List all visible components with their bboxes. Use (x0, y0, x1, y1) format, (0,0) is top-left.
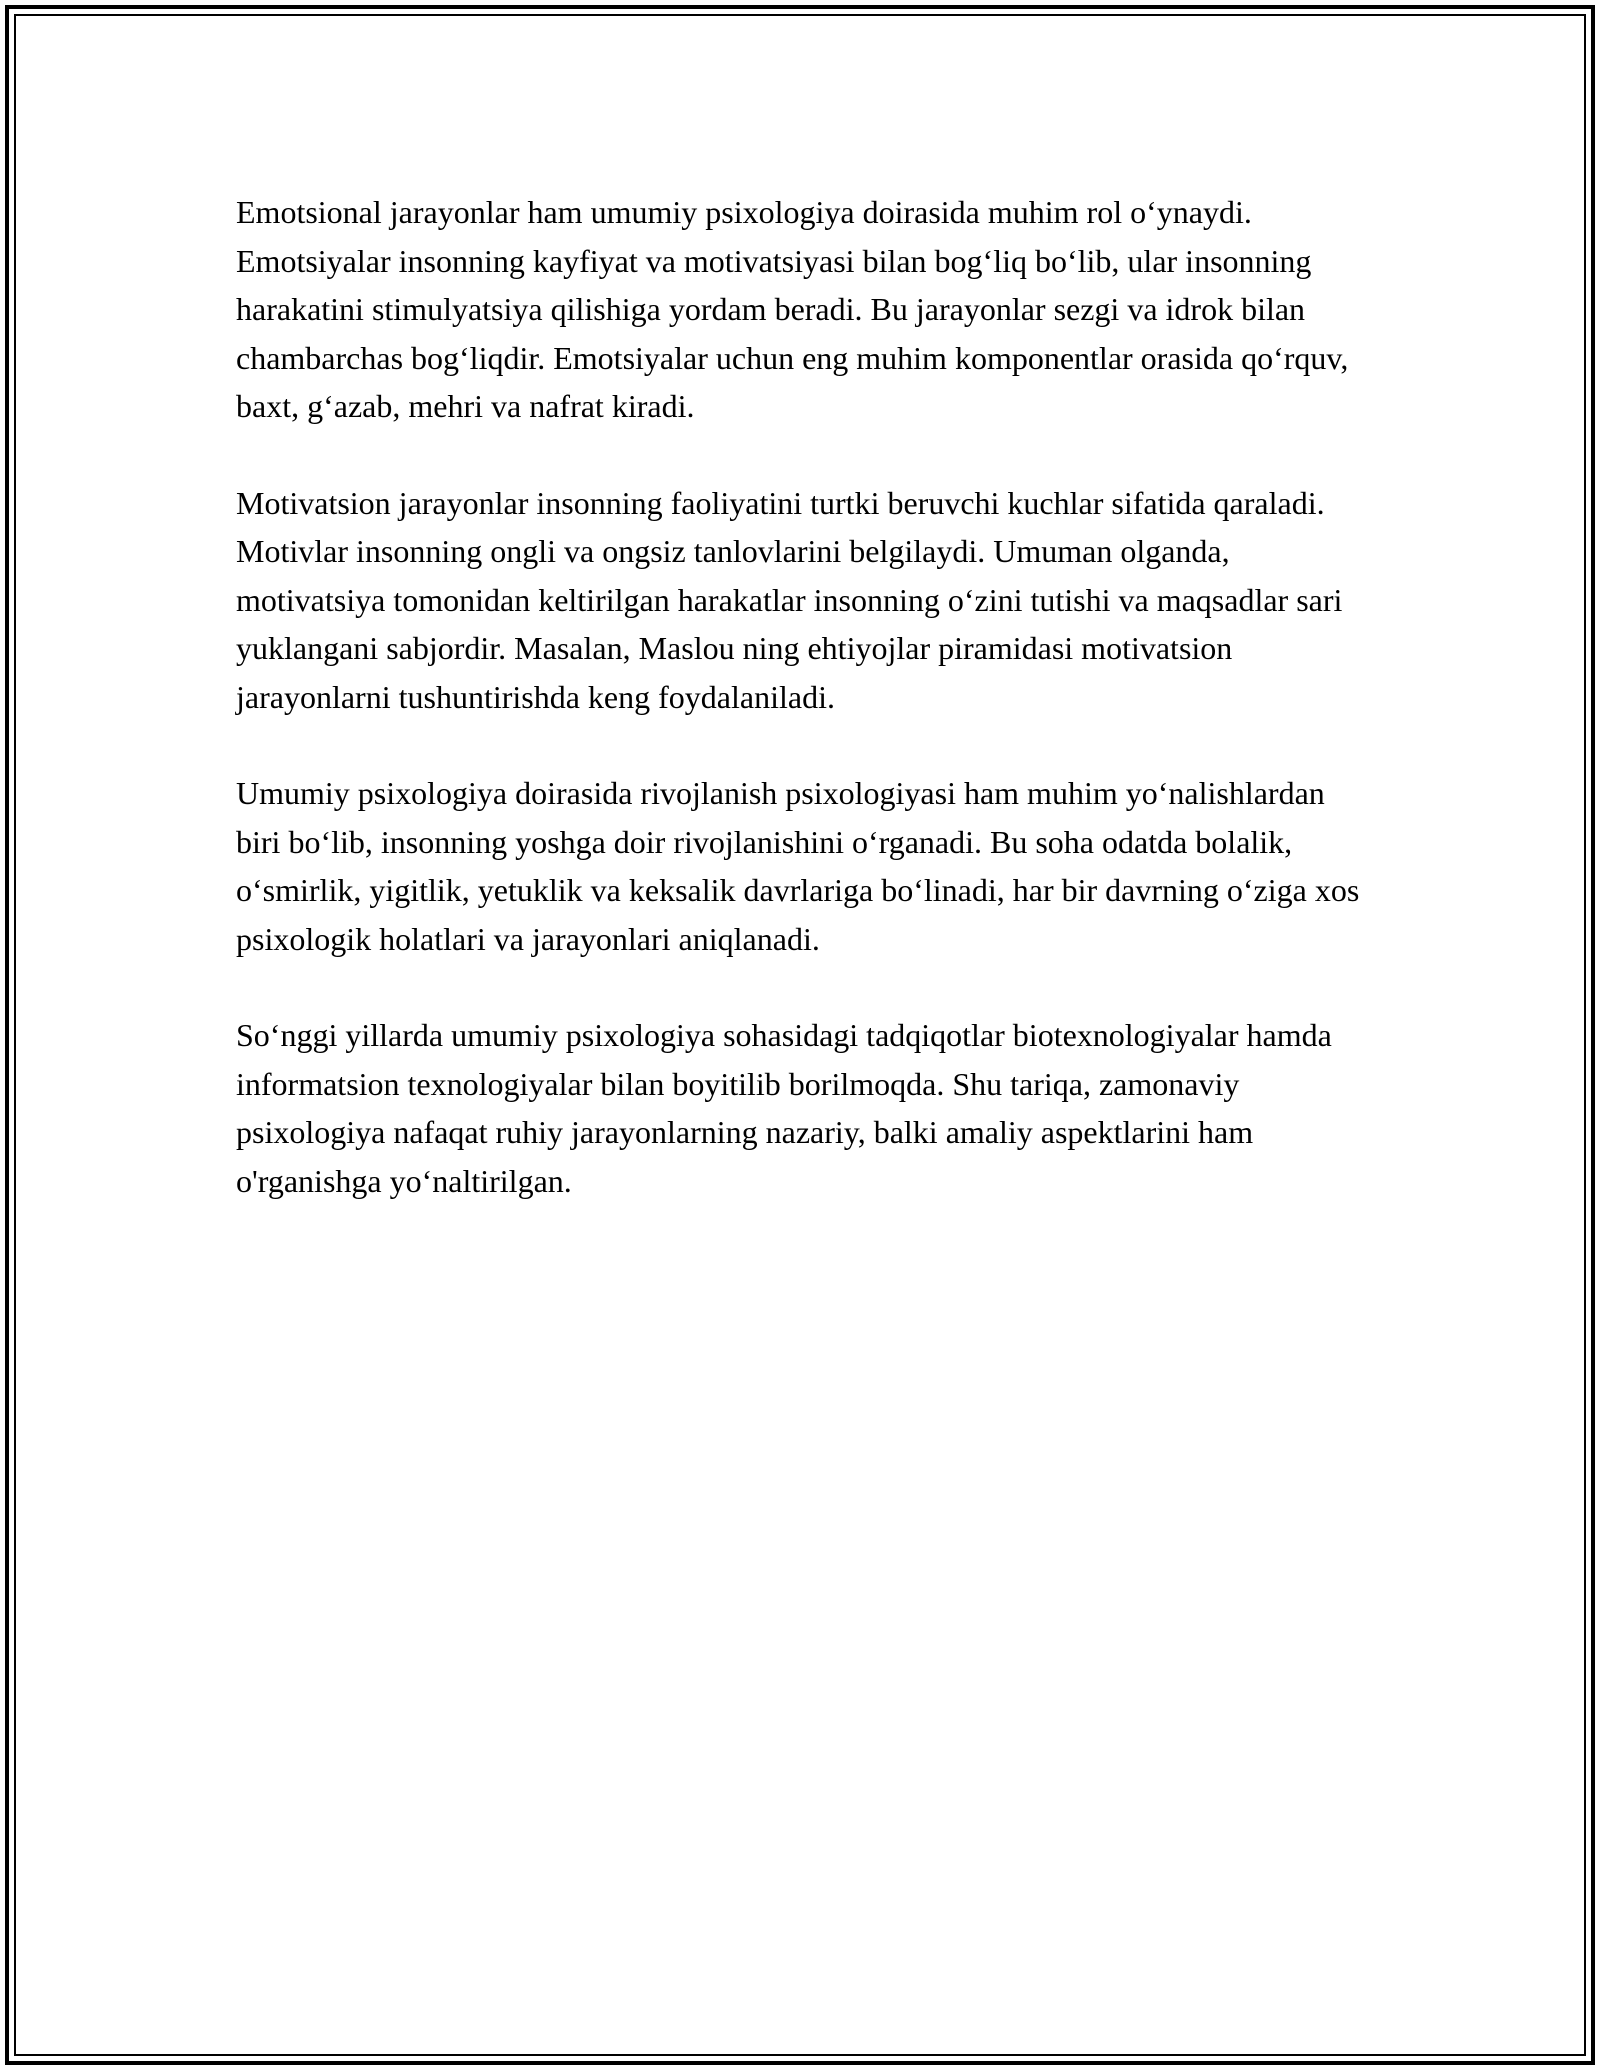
paragraph-recent-research: So‘nggi yillarda umumiy psixologiya sohasidagi tadqiqotlar biotexnologiyalar hamda informatsion texnologiyalar bilan boyitilib borilmoqda. Shu tariqa, zamonaviy psixologiya nafaqat ruhiy jarayonlarning nazariy, balki amaliy aspektlarini ham o'rganishgа yo‘naltirilgan. (236, 1017, 1332, 1199)
paragraph-emotional-processes: Emotsional jarayonlar ham umumiy psixologiya doirasida muhim rol o‘ynaydi. Emotsiyalar insonning kayfiyat va motivatsiyasi bilan bog‘liq bo‘lib, ular insonning harakatini stimulyatsiya qilishiga yordam beradi. Bu jarayonlar sezgi va idrok bilan chambarchas bog‘liqdir. Emotsiyalar uchun eng muhim komponentlar orasida qo‘rquv, baxt, g‘azab, mehri va nafrat kiradi. (236, 194, 1349, 424)
paragraph-motivational-processes: Motivatsion jarayonlar insonning faoliyatini turtki beruvchi kuchlar sifatida qaraladi. Motivlar insonning ongli va ongsiz tanlovlarini belgilaydi. Umuman olganda, motivatsiya tomonidan keltirilgan harakatlar insonning o‘zini tutishi va maqsadlar sari yuklangani sabjordir. Masalan, Maslou ning ehtiyojlar piramidasi motivatsion jarayonlarni tushuntirishda keng foydalaniladi. (236, 484, 1343, 715)
document-body (236, 188, 1376, 1253)
paragraph-developmental-psychology: Umumiy psixologiya doirasida rivojlanish psixologiyasi ham muhim yo‘nalishlardan biri bo‘lib, insonning yoshga doir rivojlanishini o‘rganadi. Bu soha odatda bolalik, o‘smirlik, yigitlik, yetuklik va keksalik davrlariga bo‘linadi, har bir davrning o‘ziga xos psixologik holatlari va jarayonlari aniqlanadi. (236, 775, 1360, 957)
